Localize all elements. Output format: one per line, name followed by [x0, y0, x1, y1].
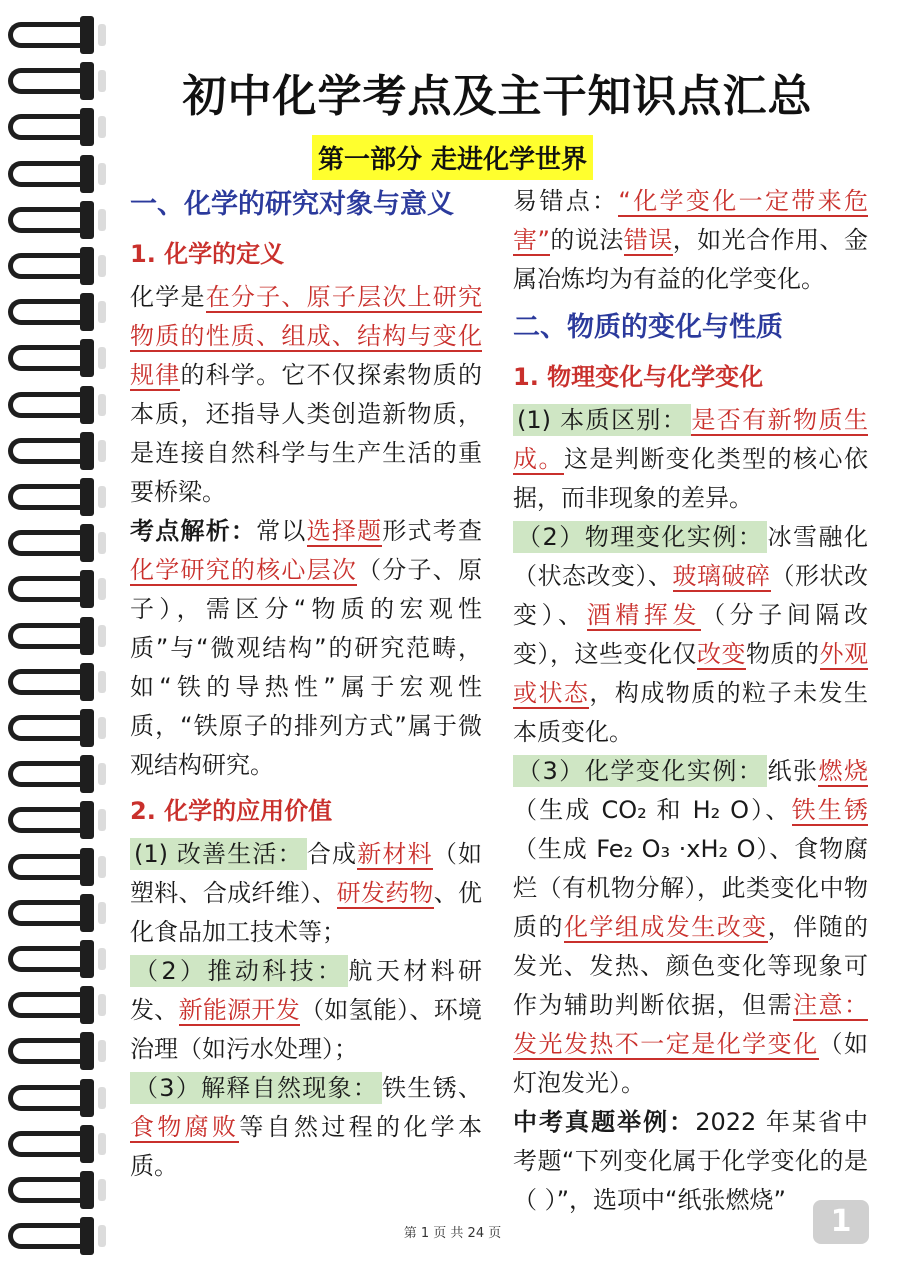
section-heading-1: 一、化学的研究对象与意义 [130, 189, 454, 220]
binding-ring [8, 1038, 103, 1064]
common-mistake-paragraph: 易错点：“化学变化一定带来危害”的说法错误，如光合作用、金属冶炼均为有益的化学变化。 [513, 187, 868, 293]
subheading-change-types: 1. 物理变化与化学变化 [513, 363, 764, 391]
binding-ring [8, 253, 103, 279]
binding-ring [8, 900, 103, 926]
binding-ring [8, 207, 103, 233]
binding-ring [8, 992, 103, 1018]
application-item-3: （3）解释自然现象： 铁生锈、食物腐败等自然过程的化学本质。 [130, 1074, 483, 1180]
binding-ring [8, 854, 103, 880]
binding-ring [8, 392, 103, 418]
section-heading-2: 二、物质的变化与性质 [513, 312, 783, 343]
binding-ring [8, 1177, 103, 1203]
exam-example-paragraph: 中考真题举例：2022 年某省中考题“下列变化属于化学变化的是（ ）”，选项中“纸张燃烧” [513, 1108, 868, 1214]
change-item-2: （2）物理变化实例： 冰雪融化（状态改变）、玻璃破碎（形状改变）、酒精挥发（分子间隔改变），这些变化仅改变物质的外观或状态，构成物质的粒子未发生本质变化。 [513, 523, 869, 746]
binding-ring [8, 68, 103, 94]
binding-ring [8, 299, 103, 325]
change-item-1: (1) 本质区别： 是否有新物质生成。这是判断变化类型的核心依据，而非现象的差异。 [513, 406, 869, 512]
binding-ring [8, 807, 103, 833]
binding-ring [8, 576, 103, 602]
binding-ring [8, 1131, 103, 1157]
application-item-1: (1) 改善生活： 合成新材料（如塑料、合成纤维）、研发药物、优化食品加工技术等； [130, 840, 483, 946]
page-number-badge: 1 [813, 1200, 869, 1244]
binding-ring [8, 530, 103, 556]
part-heading: 第一部分 走进化学世界 [312, 135, 593, 180]
binding-ring [8, 946, 103, 972]
change-item-3: （3）化学变化实例： 纸张燃烧（生成 CO₂ 和 H₂ O）、铁生锈（生成 Fe₂ O₃ ·xH₂ O）、食物腐烂（有机物分解），此类变化中物质的化学组成发生改变，伴随的发光、发热、颜色变化等现象可作为辅助判断依据，但需注意：发光发热不一定是化学变化（如灯泡发光）。 [513, 757, 869, 1097]
binding-ring [8, 438, 103, 464]
subheading-definition: 1. 化学的定义 [130, 240, 285, 268]
definition-paragraph: 化学是在分子、原子层次上研究物质的性质、组成、结构与变化规律的科学。它不仅探索物质的本质，还指导人类创造新物质，是连接自然科学与生产生活的重要桥梁。 [130, 283, 483, 506]
binding-ring [8, 623, 103, 649]
left-column [130, 182, 482, 1186]
page-footer: 第 1 页 共 24 页 [403, 1226, 502, 1241]
spiral-binding [0, 0, 110, 1280]
binding-ring [8, 1085, 103, 1111]
binding-ring [8, 484, 103, 510]
application-item-2: （2）推动科技： 航天材料研发、新能源开发（如氢能）、环境治理（如污水处理）； [130, 957, 483, 1063]
page-title: 初中化学考点及主干知识点汇总 [182, 71, 813, 122]
exam-analysis-paragraph: 考点解析：常以选择题形式考查化学研究的核心层次（分子、原子），需区分“物质的宏观性质”与“微观结构”的研究范畴，如“铁的导热性”属于宏观性质，“铁原子的排列方式”属于微观结构研究。 [130, 517, 483, 779]
binding-ring [8, 22, 103, 48]
binding-ring [8, 715, 103, 741]
subheading-application: 2. 化学的应用价值 [130, 797, 333, 825]
binding-ring [8, 669, 103, 695]
right-column [513, 182, 868, 1220]
binding-ring [8, 761, 103, 787]
binding-ring [8, 345, 103, 371]
